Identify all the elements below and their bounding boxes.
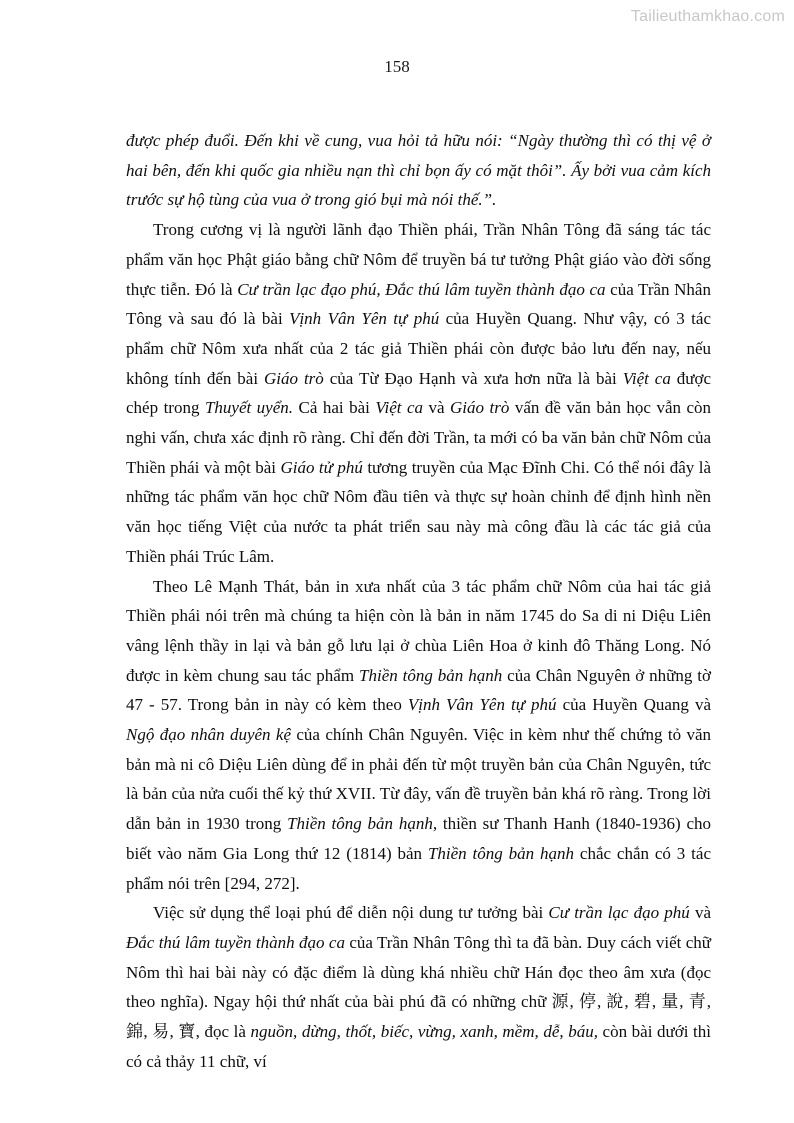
text-segment: của chính Chân Nguyên. Việc in kèm như thế chứng tỏ văn bản mà ni cô Diệu Liên dùng để in phải đến từ một truyền bản của Chân Nguyên, tức là bản của nửa cuối thế kỷ thứ XVII. Từ đây, vấn đề truyền bản khá rõ ràng. Trong lời dẫn bản in 1930 trong (126, 725, 711, 834)
italic-text-segment: Giáo trò (450, 398, 510, 418)
text-segment: được chép trong (126, 368, 712, 418)
italic-text-segment: Vịnh Vân Yên tự phú (407, 695, 557, 715)
page-body (126, 126, 711, 1077)
text-segment: và (423, 398, 451, 418)
paragraph (126, 126, 711, 215)
paragraph (126, 572, 711, 899)
italic-text-segment: nguồn, dừng, thốt, biếc, vừng, xanh, mềm, dễ, báu, (250, 1022, 598, 1042)
italic-text-segment: Việt ca (622, 368, 671, 388)
text-segment: Việc sử dụng thể loại phú để diễn nội dung tư tưởng bài (153, 903, 549, 923)
italic-text-segment: Đắc thú lâm tuyền thành đạo ca (126, 932, 345, 952)
italic-text-segment: Giáo tử phú (280, 457, 363, 477)
italic-text-segment: được phép đuổi. Đến khi về cung, vua hỏi tả hữu nói: “Ngày thường thì có thị vệ ở hai bên, đến khi quốc gia nhiều nạn thì chỉ bọn ấy có mặt thôi”. Ấy bởi vua cảm kích trước sự hộ tùng của vua ở trong gió bụi mà nói thế.”. (126, 131, 711, 210)
text-segment: của Huyền Quang và (556, 695, 711, 715)
watermark: Tailieuthamkhao.com (630, 8, 785, 25)
text-segment: của Huyền Quang. Như vậy, có 3 tác phẩm chữ Nôm xưa nhất của 2 tác giả Thiền phái còn được bảo lưu đến nay, nếu không tính đến bài (126, 309, 711, 388)
italic-text-segment: Cư trần lạc đạo phú, Đắc thú lâm tuyền thành đạo ca (237, 279, 606, 299)
text-segment: Trong cương vị là người lãnh đạo Thiền phái, Trần Nhân Tông đã sáng tác tác phẩm văn học Phật giáo bằng chữ Nôm để truyền bá tư tưởng Phật giáo vào đời sống thực tiễn. Đó là (126, 220, 711, 299)
italic-text-segment: Việt ca (375, 398, 424, 418)
paragraph (126, 898, 711, 1076)
text-segment: của Chân Nguyên ở những tờ 47 - 57. Trong bản in này có kèm theo (126, 665, 712, 715)
italic-text-segment: Thiền tông bản hạnh (427, 843, 575, 863)
text-segment: vấn đề văn bản học vẫn còn nghi vấn, chưa xác định rõ ràng. Chỉ đến đời Trần, ta mới có ba văn bản chữ Nôm của Thiền phái và một bài (126, 398, 712, 477)
text-segment: chắc chắn có 3 tác phẩm nói trên [294, 272]. (126, 843, 711, 893)
text-segment: của Trần Nhân Tông và sau đó là bài (126, 279, 711, 329)
text-segment: của Trần Nhân Tông thì ta đã bàn. Duy cách viết chữ Nôm thì hai bài này có đặc điểm là dùng khá nhiều chữ Hán đọc theo âm xưa (đọc theo nghĩa). Ngay hội thứ nhất của bài phú đã có những chữ 源, 停, 說, 碧, 量, 青, 錦, 易, 寶, đọc là (126, 932, 711, 1042)
italic-text-segment: Thiền tông bản hạnh (359, 665, 503, 685)
italic-text-segment: Thuyết uyển. (204, 398, 294, 418)
text-segment: còn bài dưới thì có cả thảy 11 chữ, ví (126, 1022, 711, 1071)
italic-text-segment: Thiền tông bản hạnh, (287, 814, 438, 834)
text-segment: và (689, 903, 712, 923)
italic-text-segment: Giáo trò (264, 368, 324, 388)
text-segment: của Từ Đạo Hạnh và xưa hơn nữa là bài (323, 368, 623, 388)
page-number: 158 (384, 57, 410, 76)
italic-text-segment: Cư trần lạc đạo phú (548, 903, 690, 923)
text-segment: thiền sư Thanh Hanh (1840-1936) cho biết vào năm Gia Long thứ 12 (1814) bản (126, 814, 712, 863)
text-segment: Cả hai bài (293, 398, 376, 418)
text-segment: Theo Lê Mạnh Thát, bản in xưa nhất của 3 tác phẩm chữ Nôm của hai tác giả Thiền phái nói trên mà chúng ta hiện còn là bản in năm 1745 do Sa di ni Diệu Liên vâng lệnh thầy in lại và bản gỗ lưu lại ở chùa Liên Hoa ở kinh đô Thăng Long. Nó được in kèm chung sau tác phẩm (126, 576, 711, 685)
italic-text-segment: Vịnh Vân Yên tự phú (289, 309, 440, 329)
text-segment: tương truyền của Mạc Đĩnh Chi. Có thể nói đây là những tác phẩm văn học chữ Nôm đầu tiên và thực sự hoàn chỉnh để định hình nền văn học tiếng Việt của nước ta phát triển sau này mà công đầu là các tác giả của Thiền phái Trúc Lâm. (126, 457, 711, 566)
italic-text-segment: Ngộ đạo nhân duyên kệ (126, 725, 291, 745)
paragraph (126, 215, 711, 571)
